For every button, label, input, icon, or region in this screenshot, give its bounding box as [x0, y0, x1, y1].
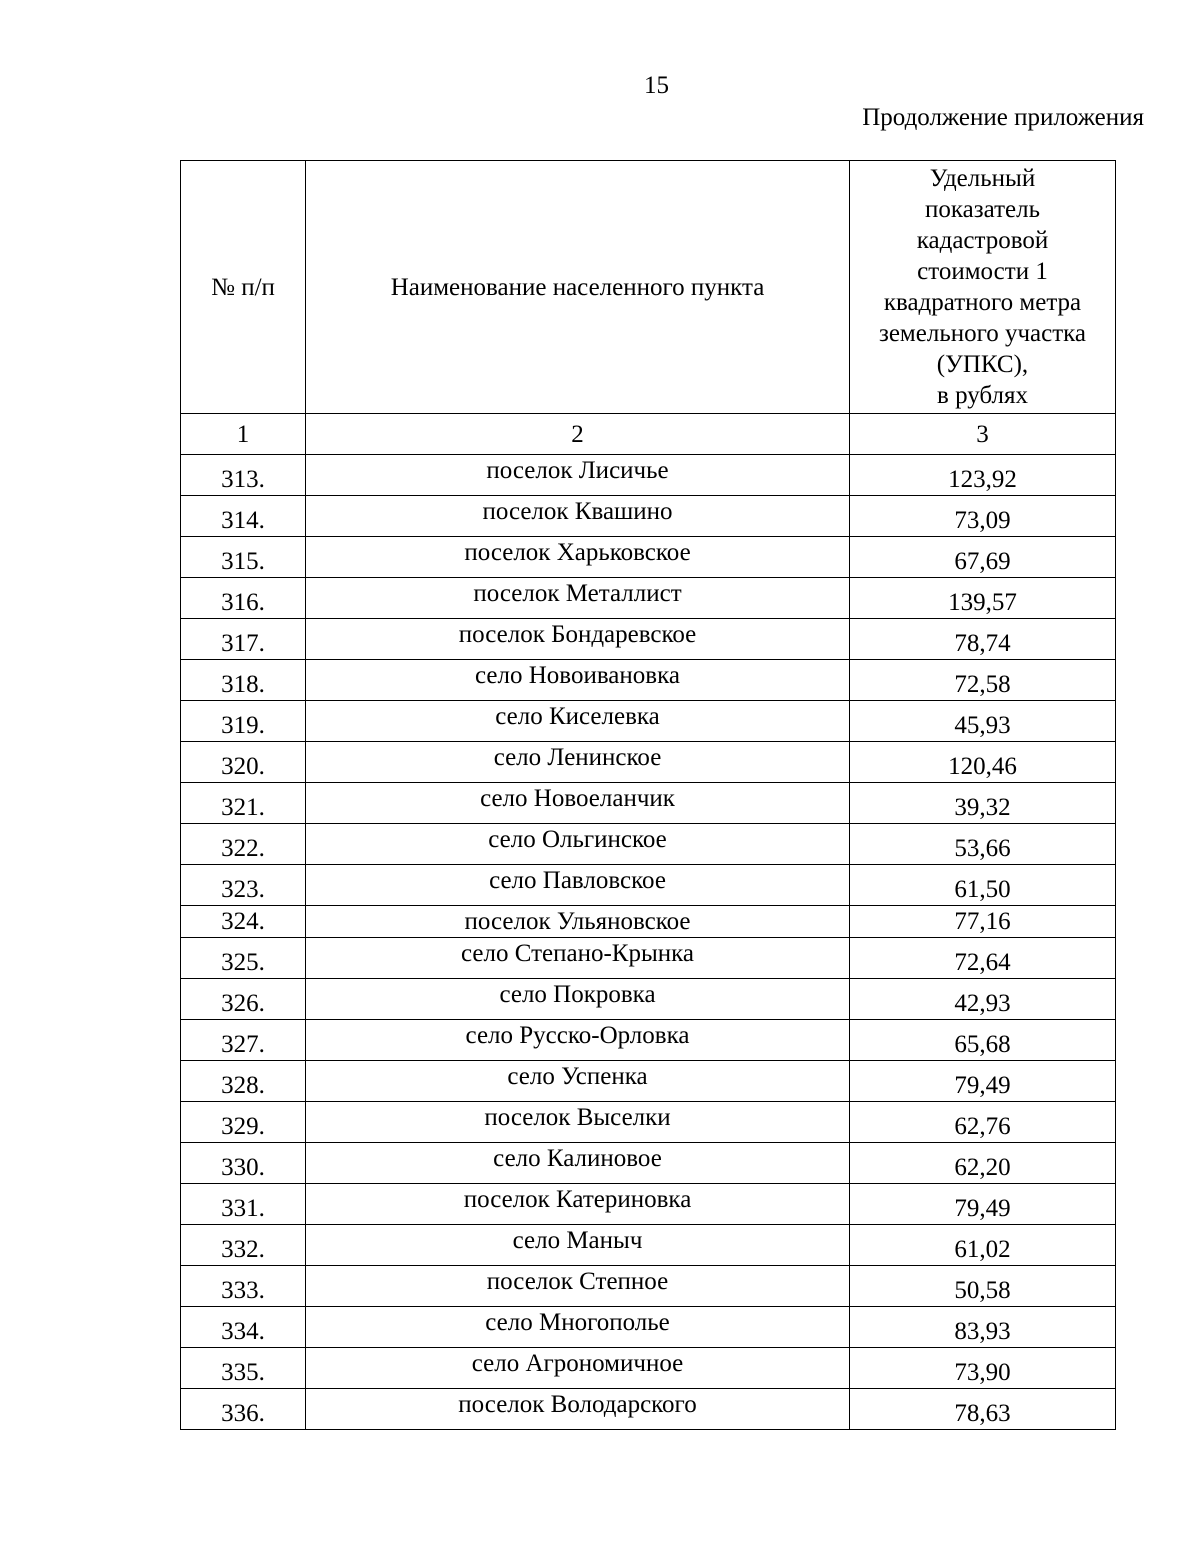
settlement-name: село Новоивановка — [306, 660, 850, 701]
table-row — [181, 1102, 1116, 1143]
table-row — [181, 660, 1116, 701]
settlement-name: село Калиновое — [306, 1143, 850, 1184]
settlement-name: село Успенка — [306, 1061, 850, 1102]
header-upks-line: земельного участка — [878, 320, 1087, 347]
column-index: 2 — [306, 414, 850, 455]
settlement-name: поселок Катериновка — [306, 1184, 850, 1225]
table-header-row — [181, 161, 1116, 414]
settlement-name: поселок Ульяновское — [306, 906, 850, 938]
table-row — [181, 1348, 1116, 1389]
table-row — [181, 701, 1116, 742]
settlement-name: поселок Степное — [306, 1266, 850, 1307]
row-number: 318. — [181, 660, 306, 701]
row-number: 321. — [181, 783, 306, 824]
upks-value: 62,20 — [850, 1143, 1116, 1184]
table-row — [181, 1184, 1116, 1225]
header-upks-line: Удельный — [929, 165, 1036, 192]
row-number: 331. — [181, 1184, 306, 1225]
upks-value: 79,49 — [850, 1184, 1116, 1225]
table-row — [181, 783, 1116, 824]
upks-value: 39,32 — [850, 783, 1116, 824]
table-row — [181, 1143, 1116, 1184]
row-number: 317. — [181, 619, 306, 660]
upks-value: 79,49 — [850, 1061, 1116, 1102]
table-row — [181, 1225, 1116, 1266]
row-number: 323. — [181, 865, 306, 906]
table-row — [181, 906, 1116, 938]
page-number: 15 — [644, 72, 669, 99]
upks-value: 61,02 — [850, 1225, 1116, 1266]
row-number: 315. — [181, 537, 306, 578]
upks-value: 45,93 — [850, 701, 1116, 742]
settlement-name: поселок Лисичье — [306, 455, 850, 496]
row-number: 336. — [181, 1389, 306, 1430]
row-number: 327. — [181, 1020, 306, 1061]
continuation-label: Продолжение приложения — [862, 104, 1144, 131]
column-index: 3 — [850, 414, 1116, 455]
table-row — [181, 1307, 1116, 1348]
row-number: 330. — [181, 1143, 306, 1184]
column-index-row — [181, 414, 1116, 455]
table-row — [181, 824, 1116, 865]
row-number: 328. — [181, 1061, 306, 1102]
header-upks-line: кадастровой — [916, 227, 1049, 254]
table-row — [181, 578, 1116, 619]
row-number: 325. — [181, 938, 306, 979]
row-number: 314. — [181, 496, 306, 537]
header-settlement-name: Наименование населенного пункта — [306, 161, 850, 414]
settlement-name: поселок Бондаревское — [306, 619, 850, 660]
table-row — [181, 938, 1116, 979]
row-number: 319. — [181, 701, 306, 742]
header-upks-line: (УПКС), — [936, 351, 1029, 378]
upks-value: 123,92 — [850, 455, 1116, 496]
row-number: 324. — [181, 906, 306, 938]
upks-value: 42,93 — [850, 979, 1116, 1020]
column-index: 1 — [181, 414, 306, 455]
settlement-name: село Ленинское — [306, 742, 850, 783]
table-row — [181, 865, 1116, 906]
table-row — [181, 1389, 1116, 1430]
upks-value: 61,50 — [850, 865, 1116, 906]
table-row — [181, 1020, 1116, 1061]
row-number: 320. — [181, 742, 306, 783]
table-row — [181, 979, 1116, 1020]
table-row — [181, 1266, 1116, 1307]
upks-value: 120,46 — [850, 742, 1116, 783]
row-number: 322. — [181, 824, 306, 865]
header-upks-line: стоимости 1 — [917, 258, 1048, 285]
upks-value: 62,76 — [850, 1102, 1116, 1143]
upks-value: 50,58 — [850, 1266, 1116, 1307]
settlement-name: село Киселевка — [306, 701, 850, 742]
row-number: 332. — [181, 1225, 306, 1266]
row-number: 334. — [181, 1307, 306, 1348]
row-number: 316. — [181, 578, 306, 619]
header-upks-line: показатель — [925, 196, 1040, 223]
upks-value: 83,93 — [850, 1307, 1116, 1348]
upks-value: 77,16 — [850, 906, 1116, 938]
settlement-name: поселок Харьковское — [306, 537, 850, 578]
table-row — [181, 496, 1116, 537]
row-number: 333. — [181, 1266, 306, 1307]
upks-value: 139,57 — [850, 578, 1116, 619]
settlement-name: село Маныч — [306, 1225, 850, 1266]
table-row — [181, 619, 1116, 660]
upks-value: 73,90 — [850, 1348, 1116, 1389]
settlement-name: село Русско-Орловка — [306, 1020, 850, 1061]
settlement-name: село Павловское — [306, 865, 850, 906]
row-number: 329. — [181, 1102, 306, 1143]
upks-value: 65,68 — [850, 1020, 1116, 1061]
table-row — [181, 742, 1116, 783]
upks-value: 73,09 — [850, 496, 1116, 537]
settlement-name: село Степано-Крынка — [306, 938, 850, 979]
table-body — [181, 455, 1116, 1430]
table-row — [181, 1061, 1116, 1102]
header-upks-line: в рублях — [937, 382, 1028, 409]
upks-value: 53,66 — [850, 824, 1116, 865]
row-number: 326. — [181, 979, 306, 1020]
settlement-name: село Многополье — [306, 1307, 850, 1348]
upks-value: 78,74 — [850, 619, 1116, 660]
settlement-name: село Агрономичное — [306, 1348, 850, 1389]
upks-value: 72,64 — [850, 938, 1116, 979]
upks-value: 67,69 — [850, 537, 1116, 578]
settlement-name: поселок Металлист — [306, 578, 850, 619]
settlement-name: село Покровка — [306, 979, 850, 1020]
upks-value: 78,63 — [850, 1389, 1116, 1430]
table-row — [181, 537, 1116, 578]
settlement-name: село Ольгинское — [306, 824, 850, 865]
settlement-name: поселок Квашино — [306, 496, 850, 537]
upks-value: 72,58 — [850, 660, 1116, 701]
settlement-name: поселок Выселки — [306, 1102, 850, 1143]
settlement-name: село Новоеланчик — [306, 783, 850, 824]
cadastral-value-table — [180, 160, 1116, 1430]
row-number: 335. — [181, 1348, 306, 1389]
table-row — [181, 455, 1116, 496]
settlement-name: поселок Володарского — [306, 1389, 850, 1430]
row-number: 313. — [181, 455, 306, 496]
header-number: № п/п — [181, 161, 306, 414]
header-upks-line: квадратного метра — [883, 289, 1082, 316]
header-upks — [850, 161, 1116, 414]
